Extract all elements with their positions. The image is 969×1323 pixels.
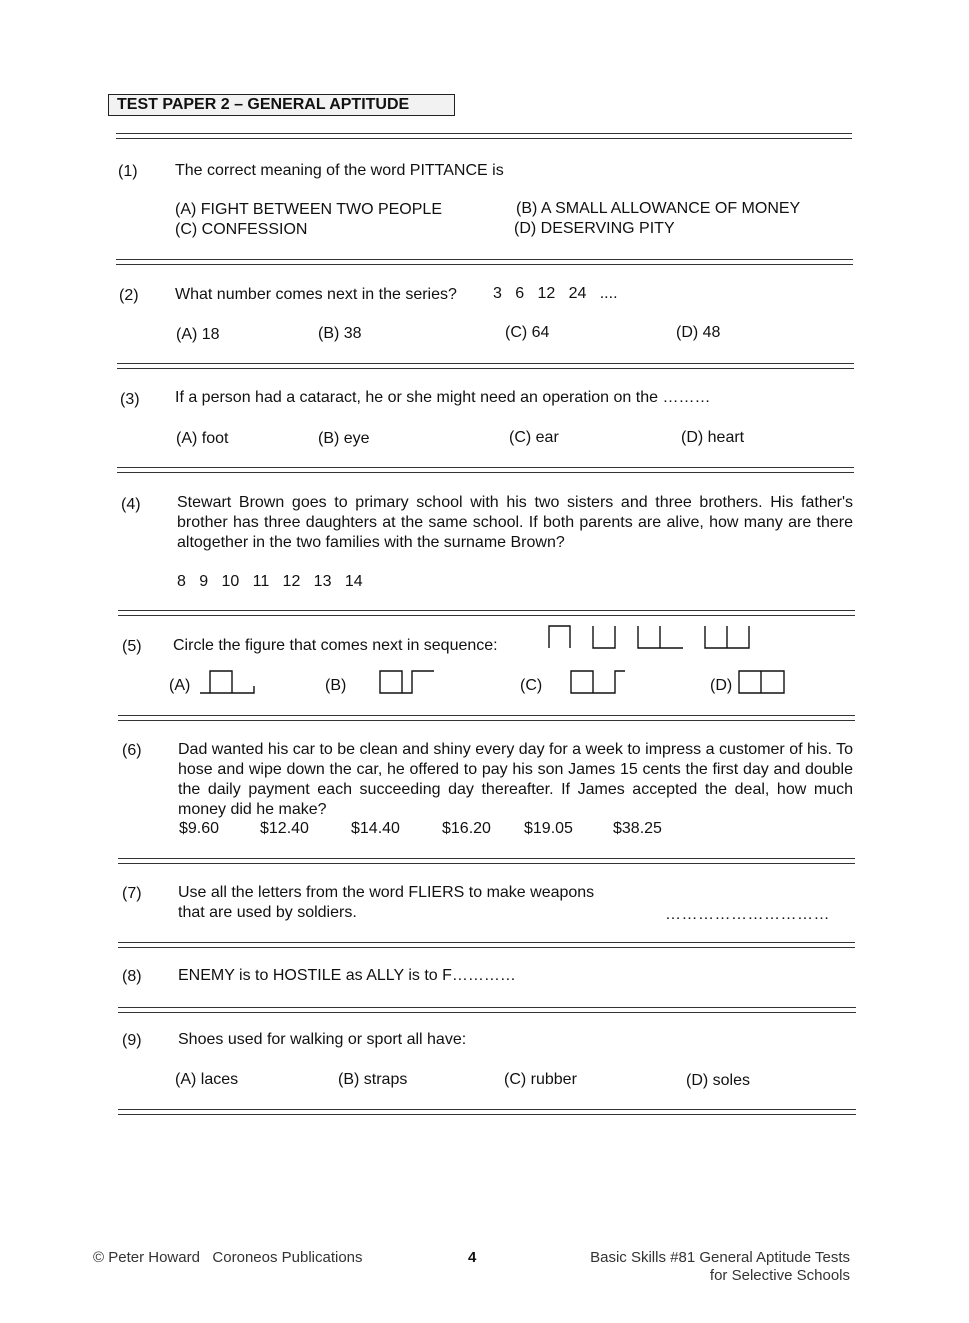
option-a: (A) foot	[176, 430, 229, 447]
option-a: (A) 18	[176, 326, 220, 343]
answer-choice: $38.25	[613, 820, 662, 837]
page-title: TEST PAPER 2 – GENERAL APTITUDE	[117, 96, 410, 113]
option-d: (D) soles	[686, 1072, 751, 1089]
figure-c[interactable]	[569, 668, 631, 696]
number-series: 3 6 12 24 ....	[493, 285, 618, 302]
question-number: (5)	[122, 638, 142, 655]
figure-a[interactable]	[198, 668, 260, 696]
question-number: (4)	[121, 496, 141, 513]
question-number: (6)	[122, 742, 142, 759]
divider	[118, 610, 855, 616]
divider	[116, 133, 852, 139]
figure-d[interactable]	[737, 668, 789, 696]
question-number: (9)	[122, 1032, 142, 1049]
divider	[118, 715, 855, 721]
footer-series-subtitle: for Selective Schools	[709, 1267, 850, 1284]
option-d: (D) 48	[676, 324, 721, 341]
option-c: (C)	[520, 677, 543, 694]
option-b: (B) 38	[318, 325, 362, 342]
option-b: (B)	[325, 677, 347, 694]
question-number: (7)	[122, 885, 142, 902]
option-b: (B) eye	[318, 430, 370, 447]
option-c: (C) ear	[509, 429, 559, 446]
option-a: (A) laces	[175, 1071, 239, 1088]
option-b: (B) A SMALL ALLOWANCE OF MONEY	[516, 200, 801, 217]
question-prompt: Circle the figure that comes next in sequence:	[173, 637, 498, 654]
option-d: (D) heart	[681, 429, 745, 446]
answer-choice: $19.05	[524, 820, 573, 837]
answer-choice: $12.40	[260, 820, 309, 837]
question-prompt: Stewart Brown goes to primary school with his two sisters and three brothers. His father's brother has three daughters at the same school. If both parents are alive, how many are there altogether in the two families with the surname Brown?	[177, 494, 853, 551]
option-a: (A)	[169, 677, 191, 694]
question-number: (1)	[118, 163, 138, 180]
answer-blank[interactable]: …………………………	[665, 906, 830, 923]
option-c: (C) CONFESSION	[175, 221, 308, 238]
option-c: (C) rubber	[504, 1071, 577, 1088]
question-number: (8)	[122, 968, 142, 985]
question-number: (3)	[120, 391, 140, 408]
figure-b[interactable]	[378, 668, 440, 696]
answer-choices: 8 9 10 11 12 13 14	[177, 573, 363, 590]
divider	[118, 858, 855, 864]
divider	[117, 363, 854, 369]
answer-choice: $9.60	[179, 820, 220, 837]
page-title-box	[108, 94, 455, 116]
question-prompt: ENEMY is to HOSTILE as ALLY is to F…………	[178, 967, 516, 984]
option-b: (B) straps	[338, 1071, 408, 1088]
option-d: (D)	[710, 677, 733, 694]
divider	[118, 942, 855, 948]
answer-choice: $14.40	[351, 820, 400, 837]
option-d: (D) DESERVING PITY	[514, 220, 675, 237]
divider	[117, 467, 854, 473]
question-prompt: Use all the letters from the word FLIERS to make weapons	[178, 884, 595, 901]
question-prompt: The correct meaning of the word PITTANCE is	[175, 162, 504, 179]
question-prompt: If a person had a cataract, he or she might need an operation on the ………	[175, 389, 711, 406]
answer-choice: $16.20	[442, 820, 491, 837]
page-number: 4	[468, 1249, 477, 1266]
divider	[118, 1007, 856, 1013]
footer-copyright: © Peter Howard Coroneos Publications	[93, 1249, 363, 1266]
question-prompt: What number comes next in the series?	[175, 286, 457, 303]
divider	[116, 259, 853, 265]
divider	[118, 1109, 856, 1115]
sequence-figures	[545, 624, 755, 652]
option-a: (A) FIGHT BETWEEN TWO PEOPLE	[175, 201, 442, 218]
option-c: (C) 64	[505, 324, 550, 341]
question-prompt: Dad wanted his car to be clean and shiny every day for a week to impress a customer of his. To hose and wipe down the car, he offered to pay his son James 15 cents the first day and double the daily payment each succeeding day thereafter. If James accepted the deal, how much money did he make?	[178, 741, 853, 818]
question-prompt-continued: that are used by soldiers.	[178, 904, 357, 921]
question-prompt: Shoes used for walking or sport all have:	[178, 1031, 467, 1048]
footer-series-title: Basic Skills #81 General Aptitude Tests	[590, 1249, 850, 1266]
question-number: (2)	[119, 287, 139, 304]
